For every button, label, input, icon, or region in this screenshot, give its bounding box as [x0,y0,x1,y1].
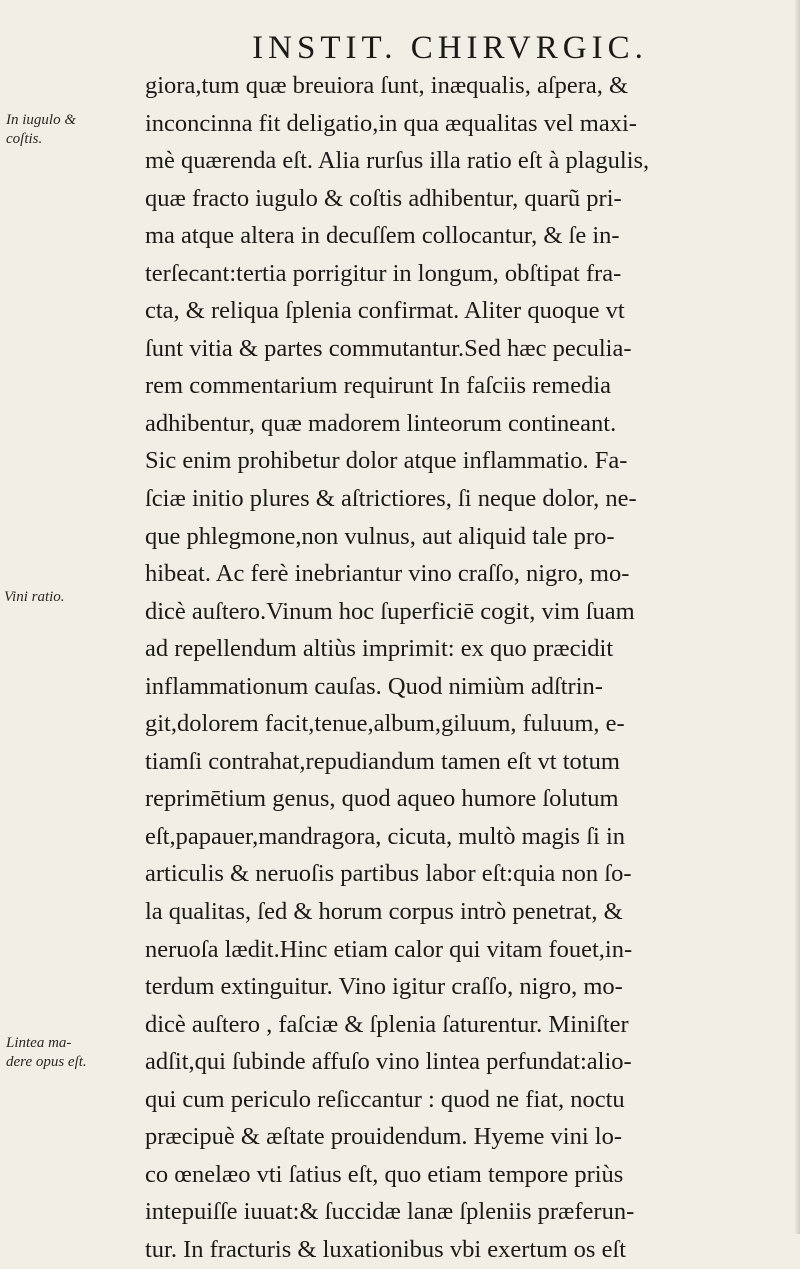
text-line: co œnelæo vti ſatius eſt, quo etiam tempore priùs [145,1160,624,1188]
margin-note-line: Vini ratio. [4,589,65,605]
text-line: que phlegmone,non vulnus, aut aliquid tale pro- [145,522,615,550]
text-line: quæ fracto iugulo & coſtis adhibentur, quarũ pri- [145,184,622,212]
text-line: mè quærenda eſt. Alia rurſus illa ratio eſt à plagulis, [145,147,650,175]
text-line: inconcinna fit deligatio,in qua æqualitas vel maxi- [145,109,637,137]
text-line: Sic enim prohibetur dolor atque inflammatio. Fa- [145,447,628,475]
margin-note-in-iugulo [6,111,76,149]
text-line: dicè auſtero , faſciæ & ſplenia ſaturentur. Miniſter [145,1010,629,1038]
text-line: intepuiſſe iuuat:& ſuccidæ lanæ ſpleniis præferun- [145,1198,635,1226]
running-head: INSTIT. CHIRVRGIC. [252,30,648,66]
text-line: reprimētium genus, quod aqueo humore ſolutum [145,785,619,813]
text-line: cta, & reliqua ſplenia confirmat. Aliter quoque vt [145,297,625,325]
text-line: dicè auſtero.Vinum hoc ſuperficiē cogit, vim ſuam [145,597,635,625]
text-line: terſecant:tertia porrigitur in longum, obſtipat fra- [145,259,622,287]
text-line: adſit,qui ſubinde affuſo vino lintea perfundat:alio- [145,1048,632,1076]
margin-note-line: coſtis. [6,131,43,147]
text-line: la qualitas, ſed & horum corpus intrò penetrat, & [145,898,623,926]
text-line: hibeat. Ac ferè inebriantur vino craſſo, nigro, mo- [145,560,630,588]
text-line: giora,tum quæ breuiora ſunt, inæqualis, aſpera, & [145,72,629,99]
text-line: ad repellendum altiùs imprimit: ex quo præcidit [145,635,614,663]
text-line: tur. In fracturis & luxationibus vbi exertum os eſt [145,1235,627,1263]
body-text [145,67,787,1269]
text-line: neruoſa lædit.Hinc etiam calor qui vitam fouet,in- [145,935,633,963]
text-line: ſciæ initio plures & aſtrictiores, ſi neque dolor, ne- [145,485,637,513]
margin-note-line: dere opus eſt. [6,1054,87,1070]
text-line: ſunt vitia & partes commutantur.Sed hæc peculia- [145,334,632,362]
text-line: terdum extinguitur. Vino igitur craſſo, nigro, mo- [145,973,623,1001]
text-line: qui cum periculo reſiccantur : quod ne fiat, noctu [145,1085,625,1113]
text-line: præcipuè & æſtate prouidendum. Hyeme vini lo- [145,1123,622,1151]
margin-note-line: In iugulo & [6,112,76,128]
text-line: git,dolorem facit,tenue,album,giluum, fuluum, e- [145,710,625,738]
text-line: inflammationum cauſas. Quod nimiùm adſtrin- [145,672,603,700]
text-line: tiamſi contrahat,repudiandum tamen eſt vt totum [145,747,620,775]
margin-note-lintea [6,1034,87,1072]
margin-note-line: Lintea ma- [6,1035,72,1051]
text-line: adhibentur, quæ madorem linteorum contineant. [145,409,617,437]
text-line: articulis & neruoſis partibus labor eſt:quia non ſo- [145,860,632,888]
text-line: eſt,papauer,mandragora, cicuta, multò magis ſi in [145,822,626,850]
text-line: ma atque altera in decuſſem collocantur, & ſe in- [145,222,620,250]
margin-note-vini-ratio [4,588,65,607]
text-line: rem commentarium requirunt In faſciis remedia [145,372,612,400]
page-edge-shadow [794,0,800,1234]
